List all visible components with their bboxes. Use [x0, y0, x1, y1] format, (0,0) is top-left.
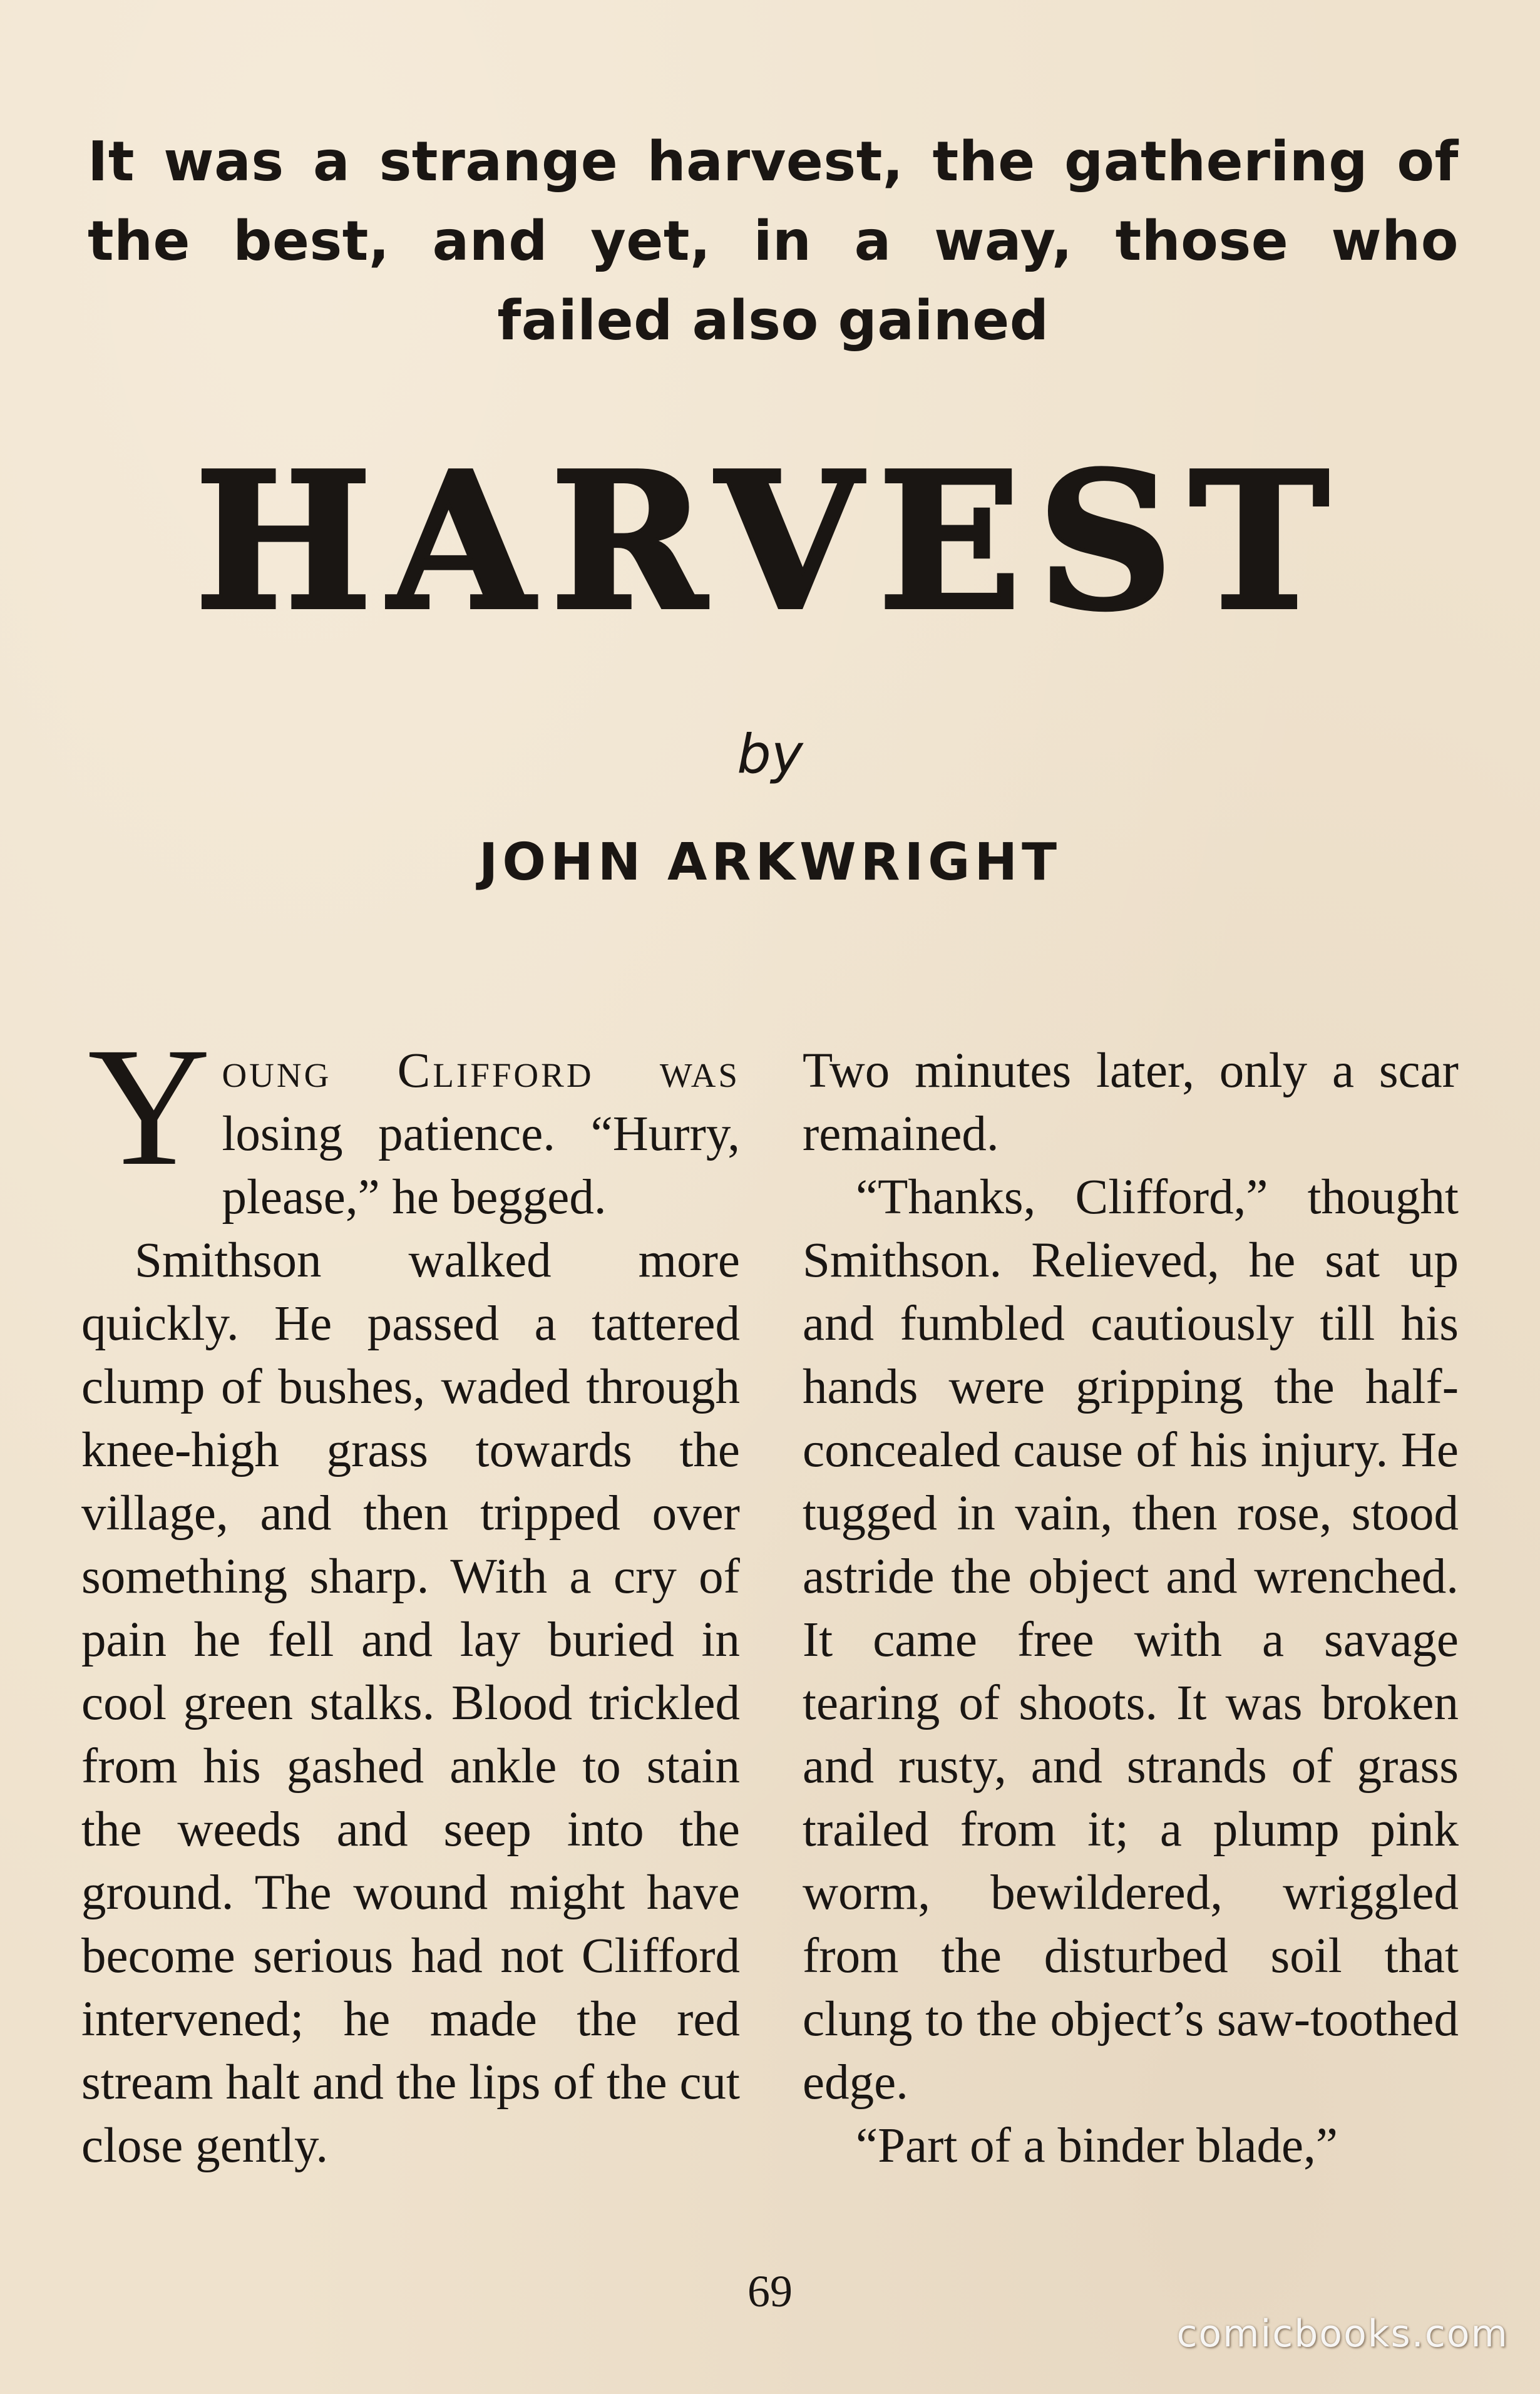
story-subtitle: It was a strange harvest, the gathering of the best, and yet, in a way, those who failed also gained [88, 130, 1459, 352]
paragraph: “Thanks, Clifford,” thought Smithson. Relieved, he sat up and fumbled cautiously till his hands were gripping the half-concealed cause of his injury. He tugged in vain, then rose, stood astride the object and wrenched. It came free with a savage tearing of shoots. It was broken and rusty, and strands of grass trailed from it; a plump pink worm, bewildered, wriggled from the disturbed soil that clung to the object’s saw-toothed edge. [803, 1170, 1459, 2110]
page-number: 69 [747, 2266, 793, 2316]
story-title: HARVEST [194, 431, 1346, 652]
text-column-left [81, 1012, 740, 2177]
author-name: JOHN ARKWRIGHT [478, 833, 1062, 892]
opening-paragraph [81, 1012, 740, 1229]
byline-by: by [737, 723, 803, 786]
text-column-right [803, 1039, 1459, 2177]
paragraph: Two minutes later, only a scar remained. [803, 1044, 1459, 1161]
drop-cap: Y [88, 1012, 211, 1201]
watermark: comicbooks.com [1176, 2312, 1509, 2356]
opening-text: losing patience. “Hurry, please,” he begged. [222, 1107, 740, 1225]
paragraph: Smithson walked more quickly. He passed a tattered clump of bushes, waded through knee-high grass towards the village, and then tripped over something sharp. With a cry of pain he fell and lay buried in cool green stalks. Blood trickled from his gashed ankle to stain the weeds and seep into the ground. The wound might have become serious had not Clifford intervened; he made the red stream halt and the lips of the cut close gently. [81, 1233, 740, 2173]
opening-smallcaps: oung Clifford was [222, 1044, 740, 1098]
paragraph: “Part of a binder blade,” [856, 2119, 1338, 2173]
